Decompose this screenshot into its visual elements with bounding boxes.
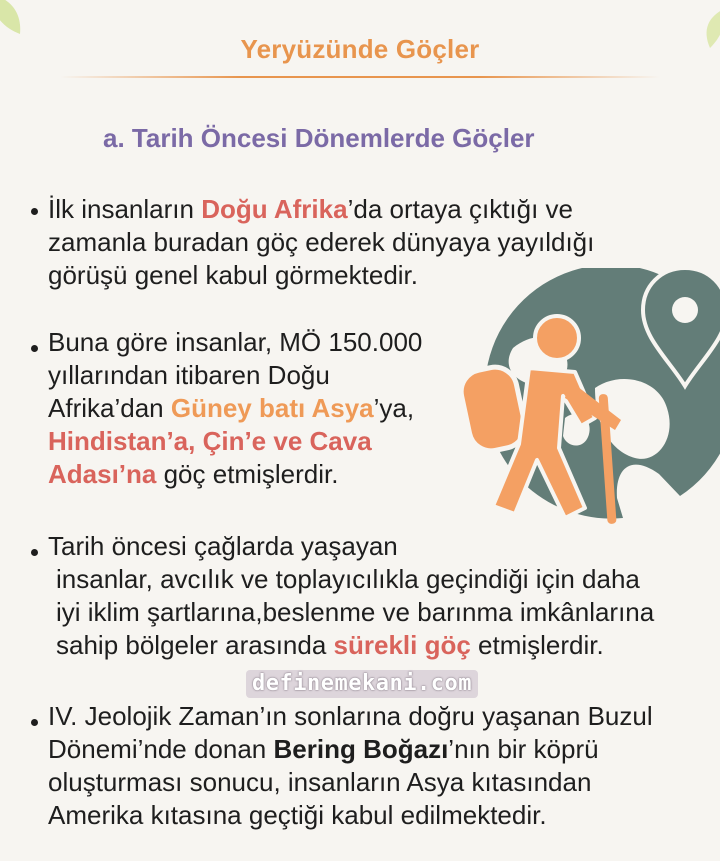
text-run: göç etmişlerdir. [156, 459, 339, 489]
paragraph-line [48, 629, 654, 662]
text-run: insanlar, avcılık ve toplayıcılıkla geçindiği için daha [56, 564, 640, 594]
bullet-dot [31, 549, 38, 556]
paragraph-line [48, 563, 654, 596]
section-subtitle: a. Tarih Öncesi Dönemlerde Göçler [103, 123, 535, 153]
title-divider [60, 76, 660, 78]
paragraph-line [48, 226, 594, 259]
paragraph-line [48, 392, 422, 425]
watermark: definemekani.com [246, 670, 478, 698]
corner-leaf-icon [0, 0, 26, 34]
text-run: Dönemi’nde donan [48, 734, 274, 764]
text-run: ’da ortaya çıktığı ve [347, 194, 574, 224]
paragraph-line [48, 766, 653, 799]
text-run: Amerika kıtasına geçtiği kabul edilmektedir. [48, 800, 547, 830]
paragraph-line [48, 193, 594, 226]
page-title: Yeryüzünde Göçler [240, 34, 480, 64]
highlight-text: Güney batı Asya [170, 393, 374, 423]
paragraph-line [48, 425, 422, 458]
paragraph-line [48, 530, 654, 563]
paragraph-line [48, 458, 422, 491]
text-run: İlk insanların [48, 194, 202, 224]
bold-text: Bering Boğazı [273, 734, 449, 764]
text-run: Afrika’dan [48, 393, 171, 423]
text-run: IV. Jeolojik Zaman’ın sonlarına doğru yaşanan Buzul [48, 701, 653, 731]
text-run: Buna göre insanlar, MÖ 150.000 [48, 327, 423, 357]
paragraph-line [48, 799, 653, 832]
text-run: oluşturması sonucu, insanların Asya kıtasından [48, 767, 592, 797]
bullet-paragraph-4 [48, 700, 653, 832]
highlight-text: sürekli göç [333, 630, 471, 660]
bullet-paragraph-2 [48, 326, 422, 491]
bullet-dot [31, 719, 38, 726]
paragraph-line [48, 700, 653, 733]
text-run: ’nın bir köprü [448, 734, 599, 764]
text-run: zamanla buradan göç ederek dünyaya yayıldığı [48, 227, 595, 257]
highlight-text: Doğu Afrika [201, 194, 348, 224]
text-run: etmişlerdir. [470, 630, 604, 660]
hiker-globe-illustration [445, 268, 720, 528]
highlight-text: Hindistan’a, Çin’e ve Cava [48, 426, 372, 456]
text-run: sahip bölgeler arasında [56, 630, 334, 660]
paragraph-line [48, 359, 422, 392]
text-run: yıllarından itibaren Doğu [48, 360, 330, 390]
highlight-text: Adası’na [48, 459, 157, 489]
text-run: görüşü genel kabul görmektedir. [48, 260, 419, 290]
bullet-dot [31, 208, 38, 215]
text-run: Tarih öncesi çağlarda yaşayan [48, 531, 398, 561]
bullet-paragraph-3 [48, 530, 654, 662]
paragraph-line [48, 596, 654, 629]
text-run: ’ya, [373, 393, 415, 423]
paragraph-line [48, 326, 422, 359]
bullet-dot [31, 345, 38, 352]
paragraph-line [48, 733, 653, 766]
text-run: iyi iklim şartlarına,beslenme ve barınma imkânlarına [56, 597, 655, 627]
